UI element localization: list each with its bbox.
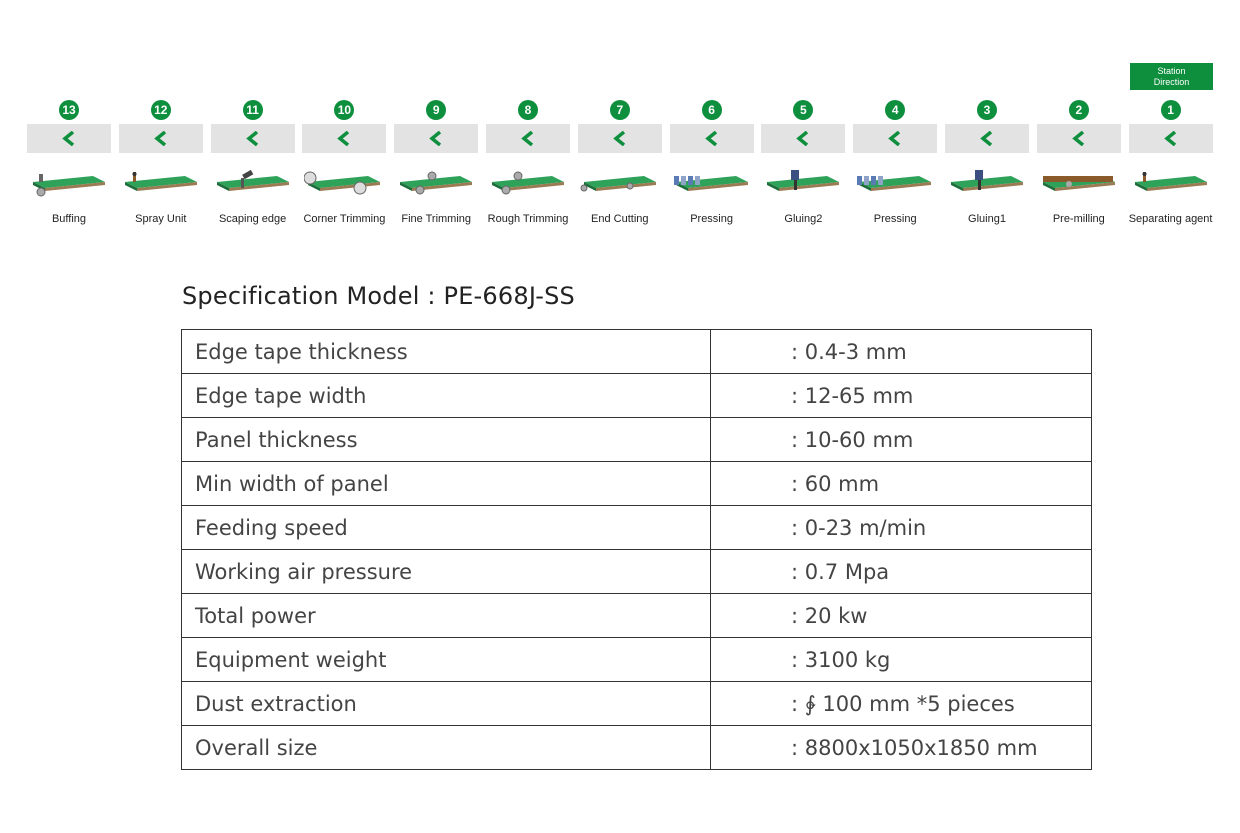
left-arrow-icon <box>980 131 994 146</box>
spec-row <box>182 374 1092 418</box>
station-name: Gluing2 <box>784 213 823 225</box>
station-number-badge: 8 <box>518 100 538 120</box>
station-number-badge: 11 <box>243 100 263 120</box>
spec-parameter: Overall size <box>182 726 711 770</box>
spec-row <box>182 594 1092 638</box>
station-name: Scaping edge <box>218 213 287 225</box>
station-name: Pressing <box>690 213 733 225</box>
spec-row <box>182 418 1092 462</box>
direction-arrow-box <box>670 124 754 153</box>
station-12 <box>119 100 203 230</box>
direction-arrow-box <box>853 124 937 153</box>
station-number-badge: 6 <box>702 100 722 120</box>
direction-arrow-box <box>1129 124 1213 153</box>
spec-row <box>182 462 1092 506</box>
station-number-badge: 4 <box>885 100 905 120</box>
station-number-badge: 5 <box>793 100 813 120</box>
spec-value: : 3100 kg <box>711 638 1092 682</box>
station-number-badge: 2 <box>1069 100 1089 120</box>
station-name: Rough Trimming <box>487 213 569 225</box>
station-name: Gluing1 <box>968 213 1006 225</box>
direction-arrow-box <box>578 124 662 153</box>
direction-arrow-box <box>119 124 203 153</box>
station-name: Corner Trimming <box>303 213 386 225</box>
machine-station-illustration <box>1131 168 1211 198</box>
direction-arrow-box <box>27 124 111 153</box>
left-arrow-icon <box>429 131 443 146</box>
direction-arrow-box <box>761 124 845 153</box>
station-13 <box>27 100 111 230</box>
left-arrow-icon <box>613 131 627 146</box>
left-arrow-icon <box>796 131 810 146</box>
spec-row <box>182 330 1092 374</box>
station-5 <box>761 100 845 230</box>
spec-value: : ∲ 100 mm *5 pieces <box>711 682 1092 726</box>
station-number-badge: 10 <box>334 100 354 120</box>
machine-station-illustration <box>304 168 384 198</box>
spec-value: : 0-23 m/min <box>711 506 1092 550</box>
spec-parameter: Dust extraction <box>182 682 711 726</box>
machine-station-illustration <box>763 168 843 198</box>
spec-row <box>182 726 1092 770</box>
station-10 <box>302 100 386 230</box>
spec-title: Specification Model : PE-668J-SS <box>182 282 575 310</box>
machine-station-illustration <box>396 168 476 198</box>
spec-value: : 0.7 Mpa <box>711 550 1092 594</box>
spec-parameter: Panel thickness <box>182 418 711 462</box>
spec-parameter: Equipment weight <box>182 638 711 682</box>
left-arrow-icon <box>62 131 76 146</box>
spec-value: : 0.4-3 mm <box>711 330 1092 374</box>
station-3 <box>945 100 1029 230</box>
spec-parameter: Total power <box>182 594 711 638</box>
direction-arrow-box <box>211 124 295 153</box>
station-number-badge: 12 <box>151 100 171 120</box>
direction-arrow-box <box>945 124 1029 153</box>
station-4 <box>853 100 937 230</box>
left-arrow-icon <box>337 131 351 146</box>
machine-station-illustration <box>580 168 660 198</box>
spec-value: : 60 mm <box>711 462 1092 506</box>
left-arrow-icon <box>705 131 719 146</box>
machine-station-illustration <box>1039 168 1119 198</box>
spec-parameter: Min width of panel <box>182 462 711 506</box>
station-direction-label: Station Direction <box>1130 63 1213 90</box>
spec-row <box>182 638 1092 682</box>
spec-value: : 8800x1050x1850 mm <box>711 726 1092 770</box>
left-arrow-icon <box>888 131 902 146</box>
direction-arrow-box <box>302 124 386 153</box>
machine-station-illustration <box>947 168 1027 198</box>
spec-row <box>182 550 1092 594</box>
left-arrow-icon <box>1164 131 1178 146</box>
direction-arrow-box <box>394 124 478 153</box>
station-number-badge: 3 <box>977 100 997 120</box>
spec-row <box>182 506 1092 550</box>
spec-parameter: Working air pressure <box>182 550 711 594</box>
left-arrow-icon <box>1072 131 1086 146</box>
station-number-badge: 13 <box>59 100 79 120</box>
station-8 <box>486 100 570 230</box>
machine-station-illustration <box>488 168 568 198</box>
station-2 <box>1037 100 1121 230</box>
spec-table <box>181 329 1092 770</box>
left-arrow-icon <box>246 131 260 146</box>
station-name: Buffing <box>51 213 87 225</box>
machine-station-illustration <box>213 168 293 198</box>
station-11 <box>211 100 295 230</box>
station-9 <box>394 100 478 230</box>
machine-station-illustration <box>672 168 752 198</box>
spec-parameter: Edge tape thickness <box>182 330 711 374</box>
station-name: Spray Unit <box>135 213 187 225</box>
station-1 <box>1129 100 1213 230</box>
station-strip <box>27 100 1213 230</box>
left-arrow-icon <box>154 131 168 146</box>
station-name: Pre-milling <box>1052 213 1105 225</box>
spec-value: : 20 kw <box>711 594 1092 638</box>
station-name: Fine Trimming <box>401 213 472 225</box>
station-number-badge: 7 <box>610 100 630 120</box>
machine-station-illustration <box>29 168 109 198</box>
station-name: End Cutting <box>591 213 649 225</box>
station-number-badge: 1 <box>1161 100 1181 120</box>
station-7 <box>578 100 662 230</box>
station-6 <box>670 100 754 230</box>
left-arrow-icon <box>521 131 535 146</box>
direction-arrow-box <box>1037 124 1121 153</box>
spec-value: : 10-60 mm <box>711 418 1092 462</box>
machine-station-illustration <box>121 168 201 198</box>
spec-row <box>182 682 1092 726</box>
spec-parameter: Edge tape width <box>182 374 711 418</box>
spec-value: : 12-65 mm <box>711 374 1092 418</box>
machine-station-illustration <box>855 168 935 198</box>
spec-parameter: Feeding speed <box>182 506 711 550</box>
station-name: Pressing <box>873 213 917 225</box>
direction-arrow-box <box>486 124 570 153</box>
station-name: Separating agent <box>1128 213 1213 225</box>
station-number-badge: 9 <box>426 100 446 120</box>
